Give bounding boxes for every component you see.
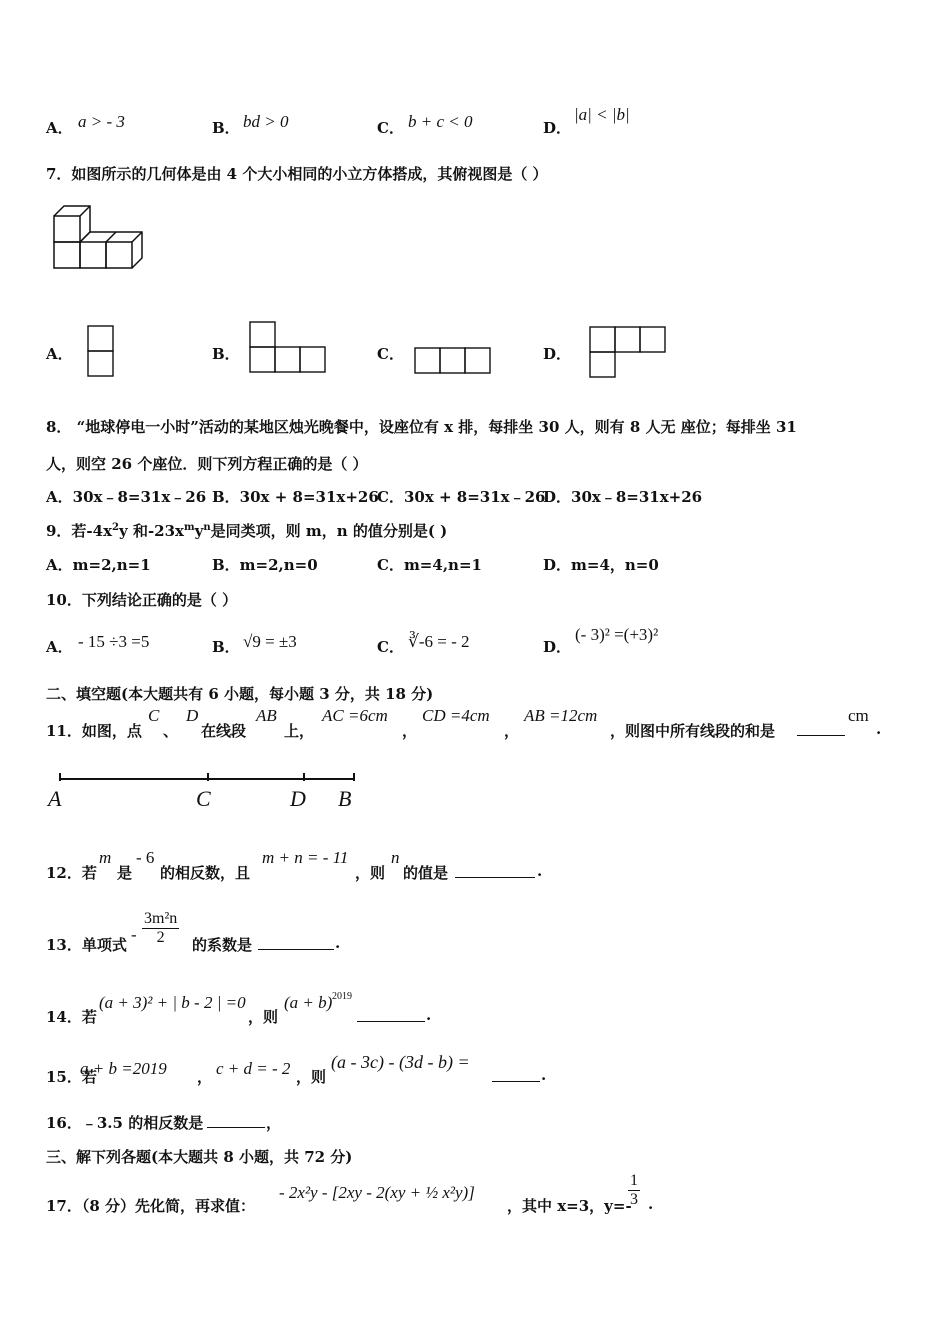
q15-separator: ，	[197, 1068, 213, 1086]
q6-option-d-expr: |a| < |b|	[574, 105, 630, 124]
q11-suffix: ，则图中所有线段的和是	[610, 722, 776, 740]
q6-option-d-label: D．	[543, 119, 572, 137]
q6-option-c-label: C．	[377, 119, 404, 137]
q11-segment-ab: AB	[256, 706, 277, 725]
q8-stem-line1: 8． “地球停电一小时”活动的某地区烛光晚餐中，设座位有 x 排，每排坐 30 人，则有 8 人无 座位；每排坐 31	[46, 418, 797, 436]
q7-option-a-label: A．	[46, 345, 73, 363]
q13-suffix: 的系数是	[192, 936, 253, 954]
q12-text2: 的相反数，且	[160, 864, 251, 882]
q7-option-d-figure	[589, 326, 669, 380]
q9-option-c: C．m=4,n=1	[377, 556, 482, 574]
q10-option-b-label: B．	[212, 638, 240, 656]
q6-option-a-label: A．	[46, 119, 73, 137]
q9-option-a: A．m=2,n=1	[46, 556, 151, 574]
q8-option-c: C．30x + 8=31x﹣26	[377, 488, 546, 506]
q17-y-denominator: 3	[630, 1190, 638, 1208]
q15-condition1: a + b =2019	[80, 1059, 167, 1078]
q7-option-c-figure	[414, 347, 494, 375]
q11-point-c: C	[148, 706, 160, 725]
q17-y-numerator: 1	[630, 1172, 638, 1189]
q7-option-b-label: B．	[212, 345, 240, 363]
q6-option-b-expr: bd > 0	[243, 112, 289, 131]
q16-text: 16．﹣3.5 的相反数是	[46, 1114, 204, 1132]
q14-then: ，则	[248, 1008, 279, 1026]
q11-label-d: D	[290, 786, 306, 811]
q10-option-a-label: A．	[46, 638, 73, 656]
q10-option-d-expr: (- 3)² =(+3)²	[575, 625, 659, 644]
q12-n: n	[391, 848, 400, 867]
q15-answer-blank[interactable]	[492, 1067, 540, 1082]
q13-numerator: 3m²n	[144, 910, 178, 927]
q11-on: 上，	[284, 722, 315, 740]
q13-denominator: 2	[156, 928, 165, 946]
q11-cd: CD =4cm	[422, 706, 490, 725]
q7-solid-figure	[50, 202, 150, 272]
q15-then: ，则	[296, 1068, 327, 1086]
q17-expression: - 2x²y - [2xy - 2(xy + ½ x²y)]	[279, 1183, 475, 1202]
q12-m: m	[99, 848, 112, 867]
q10-option-c-expr: ∛-6 = - 2	[408, 632, 470, 651]
q11-label-c: C	[196, 786, 211, 811]
q14-prefix: 14．若	[46, 1008, 97, 1026]
section-3-heading: 三、解下列各题(本大题共 8 小题，共 72 分)	[46, 1148, 353, 1166]
q14-answer-blank[interactable]	[357, 1007, 425, 1022]
q8-option-b: B．30x + 8=31x+26	[212, 488, 379, 506]
q9-mid1: y 和-23x	[119, 522, 184, 540]
q9-exp2: m	[184, 522, 195, 533]
section-2-heading: 二、填空题(本大题共有 6 小题，每小题 3 分，共 18 分)	[46, 685, 434, 703]
q14-expression: (a + b)	[284, 993, 333, 1012]
q17-prefix: 17．（8 分）先化简，再求值：	[46, 1197, 256, 1215]
q13-answer-blank[interactable]	[258, 935, 334, 950]
q13-fraction	[142, 910, 179, 946]
q7-option-a-figure	[87, 325, 115, 379]
q10-option-a-expr: - 15 ÷3 =5	[78, 632, 150, 651]
q15-condition2: c + d = - 2	[216, 1059, 291, 1078]
q15-prefix: 15．若	[46, 1068, 97, 1086]
q8-option-a: A．30x﹣8=31x﹣26	[46, 488, 207, 506]
q11-ac: AC =6cm	[322, 706, 388, 725]
q14-exponent: 2019	[332, 991, 352, 1002]
q11-segment-figure	[46, 768, 366, 813]
q12-equation: m + n = - 11	[262, 848, 349, 867]
q12-is: 是	[117, 864, 133, 882]
q9-option-b: B．m=2,n=0	[212, 556, 318, 574]
q13-prefix: 13．单项式	[46, 936, 127, 954]
q7-option-d-label: D．	[543, 345, 572, 363]
q15-expression: (a - 3c) - (3d - b) =	[331, 1052, 470, 1072]
q12-answer-blank[interactable]	[455, 863, 535, 878]
q13-minus: -	[131, 925, 137, 944]
q9-option-d: D．m=4，n=0	[543, 556, 659, 574]
q14-condition: (a + 3)² + | b - 2 | =0	[99, 993, 246, 1012]
q10-option-b-expr: √9 = ±3	[243, 632, 297, 651]
q9-stem	[46, 520, 447, 541]
q11-separator: 、	[163, 722, 179, 740]
q12-prefix: 12．若	[46, 864, 97, 882]
q9-prefix: 9．若-4x	[46, 522, 113, 540]
q9-mid2: y	[194, 522, 204, 540]
q10-option-c-label: C．	[377, 638, 404, 656]
q7-option-b-figure	[249, 321, 329, 375]
q11-ab-length: AB =12cm	[524, 706, 598, 725]
q9-suffix: 是同类项，则 m，n 的值分别是( )	[210, 522, 448, 540]
q9-exp3: n	[203, 522, 211, 533]
q11-label-a: A	[48, 786, 62, 811]
q17-suffix: ，其中 x=3，y=-	[507, 1197, 632, 1215]
q11-unit: cm	[848, 706, 869, 725]
q12-suffix: 的值是	[403, 864, 449, 882]
q17-y-fraction	[628, 1172, 640, 1208]
q10-stem: 10．下列结论正确的是（ ）	[46, 591, 238, 609]
q8-stem-line2: 人，则空 26 个座位．则下列方程正确的是（ ）	[46, 455, 368, 473]
q16-answer-blank[interactable]	[207, 1113, 265, 1128]
q10-option-d-label: D．	[543, 638, 572, 656]
q6-option-a-expr: a > - 3	[78, 112, 125, 131]
q7-option-c-label: C．	[377, 345, 404, 363]
q12-neg6: - 6	[136, 848, 155, 867]
q11-point-d: D	[186, 706, 199, 725]
q7-stem: 7．如图所示的几何体是由 4 个大小相同的小立方体搭成，其俯视图是（ ）	[46, 165, 548, 183]
q11-answer-blank[interactable]	[797, 721, 845, 736]
q11-prefix: 11．如图，点	[46, 722, 142, 740]
q11-mid: 在线段	[201, 722, 247, 740]
q11-label-b: B	[338, 786, 352, 811]
q6-option-c-expr: b + c < 0	[408, 112, 473, 131]
q12-then: ，则	[355, 864, 386, 882]
q6-option-b-label: B．	[212, 119, 240, 137]
q9-exp1: 2	[112, 522, 120, 533]
q8-option-d: D．30x﹣8=31x+26	[543, 488, 703, 506]
